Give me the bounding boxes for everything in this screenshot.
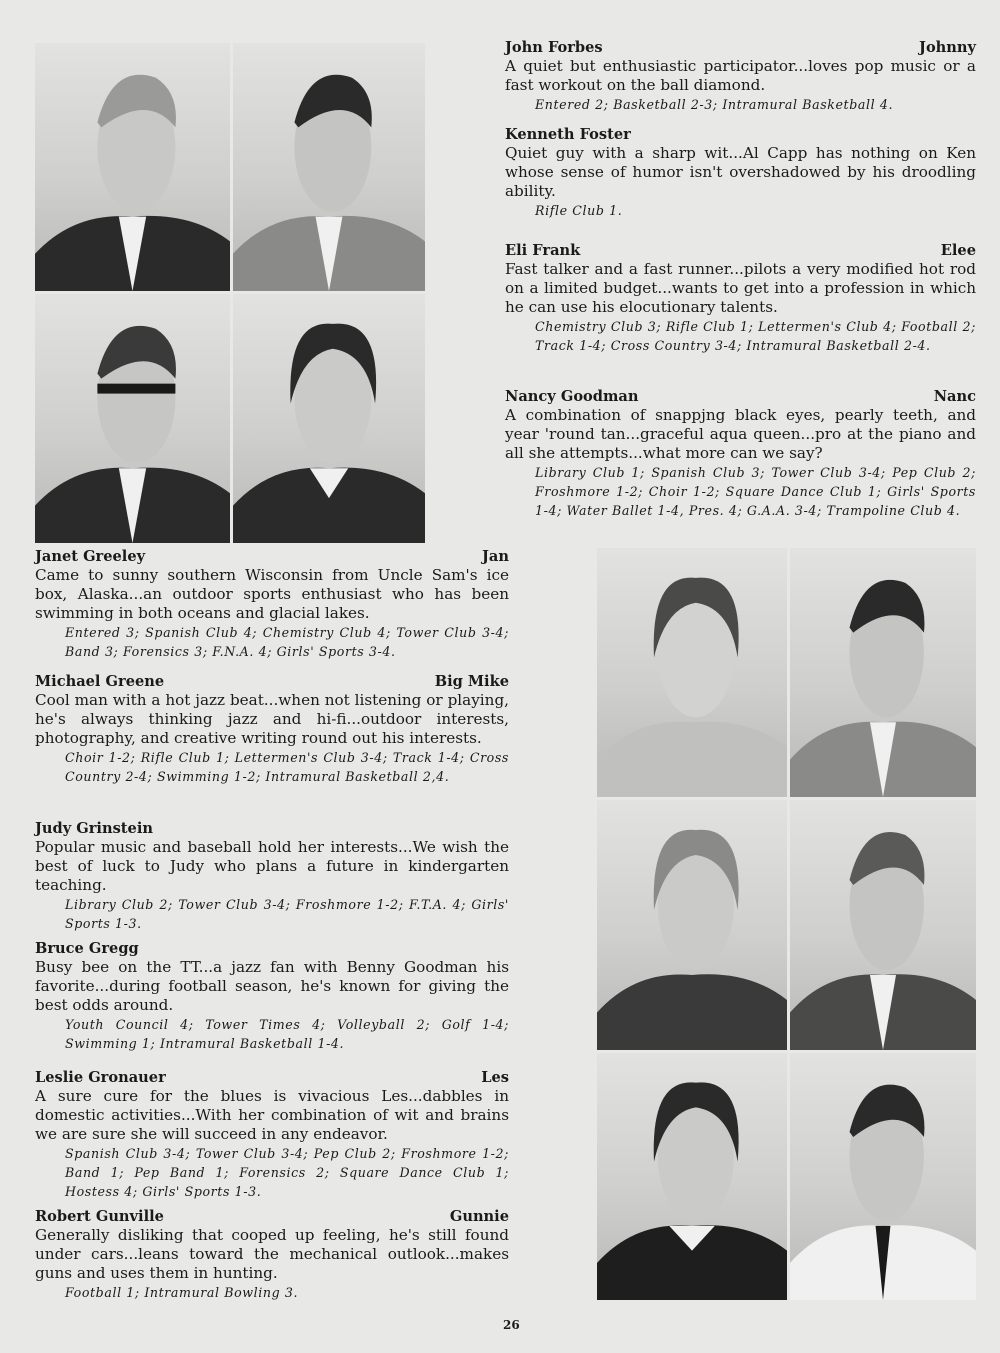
portrait-photo bbox=[790, 1053, 976, 1300]
student-entry bbox=[35, 939, 509, 1053]
student-bio: A sure cure for the blues is vivacious Les...dabbles in domestic activities...With her combination of wit and brains we are sure she will succeed in any endeavor. bbox=[35, 1087, 509, 1143]
portrait-photo bbox=[35, 294, 230, 543]
student-entry bbox=[35, 547, 509, 661]
student-entry bbox=[35, 1068, 509, 1201]
student-bio: Generally disliking that cooped up feeling, he's still found under cars...leans toward the mechanical outlook...makes guns and uses them in hunting. bbox=[35, 1226, 509, 1282]
student-name: John Forbes bbox=[505, 39, 603, 56]
student-entry bbox=[505, 241, 976, 355]
student-entry bbox=[505, 125, 976, 220]
student-activities: Spanish Club 3-4; Tower Club 3-4; Pep Club 2; Froshmore 1-2; Band 1; Pep Band 1; Forensics 2; Square Dance Club 1; Hostess 4; Girls' Sports 1-3. bbox=[65, 1146, 509, 1199]
student-bio: Fast talker and a fast runner...pilots a very modified hot rod on a limited budget...wants to get into a profession in which he can use his elocutionary talents. bbox=[505, 260, 976, 316]
student-activities: Rifle Club 1. bbox=[535, 203, 623, 218]
student-name: Michael Greene bbox=[35, 673, 165, 690]
portrait-photo bbox=[35, 43, 230, 291]
student-entry bbox=[505, 38, 976, 114]
student-nickname: Les bbox=[481, 1069, 509, 1086]
student-name: Kenneth Foster bbox=[505, 126, 631, 143]
student-activities: Library Club 2; Tower Club 3-4; Froshmore 1-2; F.T.A. 4; Girls' Sports 1-3. bbox=[65, 897, 509, 931]
student-nickname: Nanc bbox=[933, 388, 976, 405]
student-bio: A quiet but enthusiastic participator...loves pop music or a fast workout on the ball diamond. bbox=[505, 57, 976, 94]
student-bio: Busy bee on the TT...a jazz fan with Benny Goodman his favorite...during football season, he's known for giving the best odds around. bbox=[35, 958, 509, 1014]
student-activities: Library Club 1; Spanish Club 3; Tower Club 3-4; Pep Club 2; Froshmore 1-2; Choir 1-2; Square Dance Club 1; Girls' Sports 1-4; Water Ballet 1-4, Pres. 4; G.A.A. 3-4; Trampoline Club 4. bbox=[535, 465, 976, 518]
student-name: Eli Frank bbox=[505, 242, 581, 259]
student-name: Bruce Gregg bbox=[35, 940, 139, 957]
student-bio: Came to sunny southern Wisconsin from Uncle Sam's ice box, Alaska...an outdoor sports enthusiast who has been swimming in both oceans and glacial lakes. bbox=[35, 566, 509, 622]
student-activities: Chemistry Club 3; Rifle Club 1; Lettermen's Club 4; Football 2; Track 1-4; Cross Country 3-4; Intramural Basketball 2-4. bbox=[535, 319, 976, 353]
student-bio: Quiet guy with a sharp wit...Al Capp has nothing on Ken whose sense of humor isn't overshadowed by his droodling ability. bbox=[505, 144, 976, 200]
student-name: Janet Greeley bbox=[35, 548, 146, 565]
student-entry bbox=[35, 672, 509, 786]
student-entry bbox=[35, 819, 509, 933]
student-bio: Popular music and baseball hold her interests...We wish the best of luck to Judy who plans a future in kindergarten teaching. bbox=[35, 838, 509, 894]
student-entry bbox=[35, 1207, 509, 1302]
portrait-grid-top bbox=[35, 43, 425, 543]
portrait-photo bbox=[597, 548, 787, 797]
portrait-photo bbox=[597, 1053, 787, 1300]
portrait-photo bbox=[790, 800, 976, 1050]
student-name: Judy Grinstein bbox=[35, 820, 153, 837]
portrait-photo bbox=[233, 43, 425, 291]
student-nickname: Elee bbox=[940, 242, 976, 259]
student-activities: Entered 3; Spanish Club 4; Chemistry Club 4; Tower Club 3-4; Band 3; Forensics 3; F.N.A. 4; Girls' Sports 3-4. bbox=[65, 625, 509, 659]
student-name: Nancy Goodman bbox=[505, 388, 639, 405]
portrait-photo bbox=[233, 294, 425, 543]
student-bio: Cool man with a hot jazz beat...when not listening or playing, he's always thinking jazz and hi-fi...outdoor interests, photography, and creative writing round out his interests. bbox=[35, 691, 509, 747]
portrait-photo bbox=[597, 800, 787, 1050]
portrait-grid-bottom bbox=[597, 548, 976, 1300]
student-name: Robert Gunville bbox=[35, 1208, 164, 1225]
student-activities: Choir 1-2; Rifle Club 1; Lettermen's Club 3-4; Track 1-4; Cross Country 2-4; Swimming 1-2; Intramural Basketball 2,4. bbox=[65, 750, 509, 784]
student-nickname: Gunnie bbox=[449, 1208, 509, 1225]
student-name: Leslie Gronauer bbox=[35, 1069, 166, 1086]
page-number: 26 bbox=[503, 1318, 520, 1332]
student-nickname: Jan bbox=[482, 548, 509, 565]
student-entry bbox=[505, 387, 976, 520]
portrait-photo bbox=[790, 548, 976, 797]
student-activities: Entered 2; Basketball 2-3; Intramural Basketball 4. bbox=[535, 97, 894, 112]
student-activities: Football 1; Intramural Bowling 3. bbox=[65, 1285, 299, 1300]
student-activities: Youth Council 4; Tower Times 4; Volleyball 2; Golf 1-4; Swimming 1; Intramural Basketball 1-4. bbox=[65, 1017, 509, 1051]
student-bio: A combination of snappjng black eyes, pearly teeth, and year 'round tan...graceful aqua queen...pro at the piano and all she attempts...what more can we say? bbox=[505, 406, 976, 462]
student-nickname: Big Mike bbox=[434, 673, 509, 690]
student-nickname: Johnny bbox=[919, 39, 976, 56]
